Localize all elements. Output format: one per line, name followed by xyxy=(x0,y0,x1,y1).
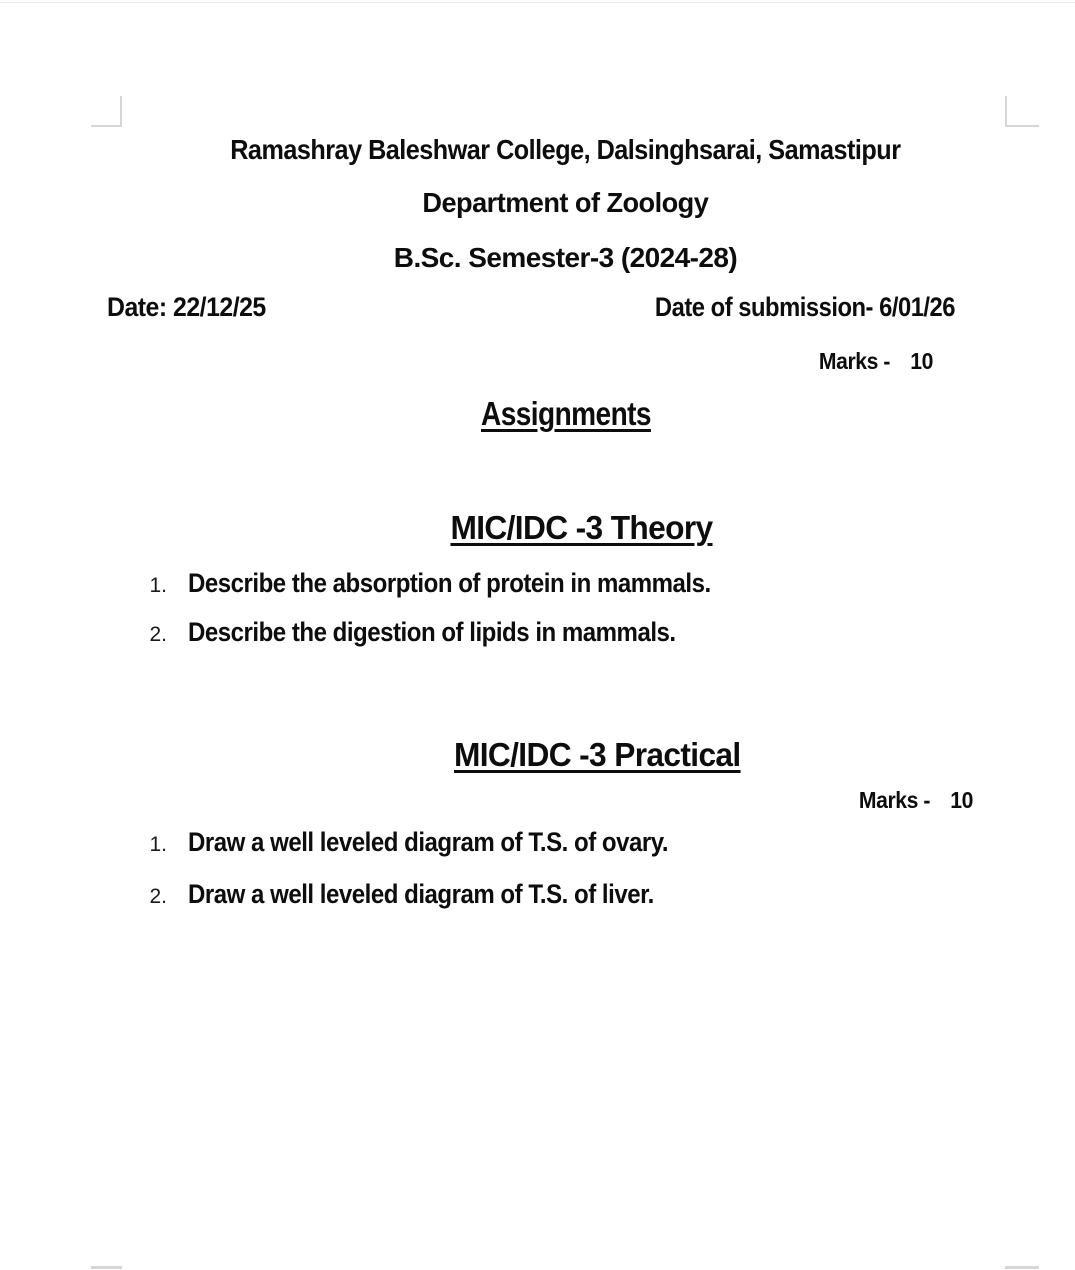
theory-question-2-number: 2. xyxy=(149,623,167,646)
theory-question-2 xyxy=(137,619,736,646)
college-name-heading xyxy=(56,136,1075,164)
practical-question-1-number: 1. xyxy=(149,833,167,856)
issue-date-text: Date: 22/12/25 xyxy=(107,292,266,322)
marks-line-practical xyxy=(849,789,973,812)
marks-value: 10 xyxy=(910,348,933,374)
college-name-text: Ramashray Baleshwar College, Dalsinghsarai, Samastipur xyxy=(230,134,901,165)
practical-question-2 xyxy=(137,881,711,908)
theory-section-heading xyxy=(87,511,1075,544)
course-semester-heading xyxy=(56,244,1075,272)
practical-marks-label: Marks - xyxy=(858,787,931,813)
page-top-boundary-line xyxy=(0,2,1075,3)
theory-question-1-text: Describe the absorption of protein in mammals. xyxy=(188,568,711,598)
practical-section-heading-text: MIC/IDC -3 Practical xyxy=(453,736,741,773)
submission-date-text: Date of submission- 6/01/26 xyxy=(654,292,955,322)
practical-question-2-text: Draw a well leveled diagram of T.S. of liver. xyxy=(188,879,654,909)
marks-label: Marks - xyxy=(818,348,891,374)
page-margin-corner-mark-bottom-right xyxy=(1005,1266,1039,1269)
department-heading xyxy=(56,189,1075,217)
theory-section-heading-text: MIC/IDC -3 Theory xyxy=(449,509,713,546)
practical-question-1-text: Draw a well leveled diagram of T.S. of ovary. xyxy=(188,827,669,857)
page-margin-corner-mark-top-left xyxy=(91,96,122,127)
practical-question-2-number: 2. xyxy=(149,885,167,908)
practical-question-1 xyxy=(137,829,727,856)
course-semester-text: B.Sc. Semester-3 (2024-28) xyxy=(393,242,738,273)
issue-date xyxy=(107,294,280,321)
practical-marks-value: 10 xyxy=(950,787,973,813)
page-margin-corner-mark-bottom-left xyxy=(91,1266,122,1269)
assignments-title xyxy=(56,397,1075,430)
theory-question-1 xyxy=(137,570,775,597)
theory-question-1-number: 1. xyxy=(149,574,167,597)
department-text: Department of Zoology xyxy=(422,187,709,218)
page-margin-corner-mark-top-right xyxy=(1005,96,1039,127)
submission-date xyxy=(614,294,955,321)
theory-question-2-text: Describe the digestion of lipids in mammals. xyxy=(188,617,676,647)
assignments-title-text: Assignments xyxy=(480,395,651,432)
marks-line-top xyxy=(809,350,933,373)
practical-section-heading xyxy=(119,738,1075,771)
